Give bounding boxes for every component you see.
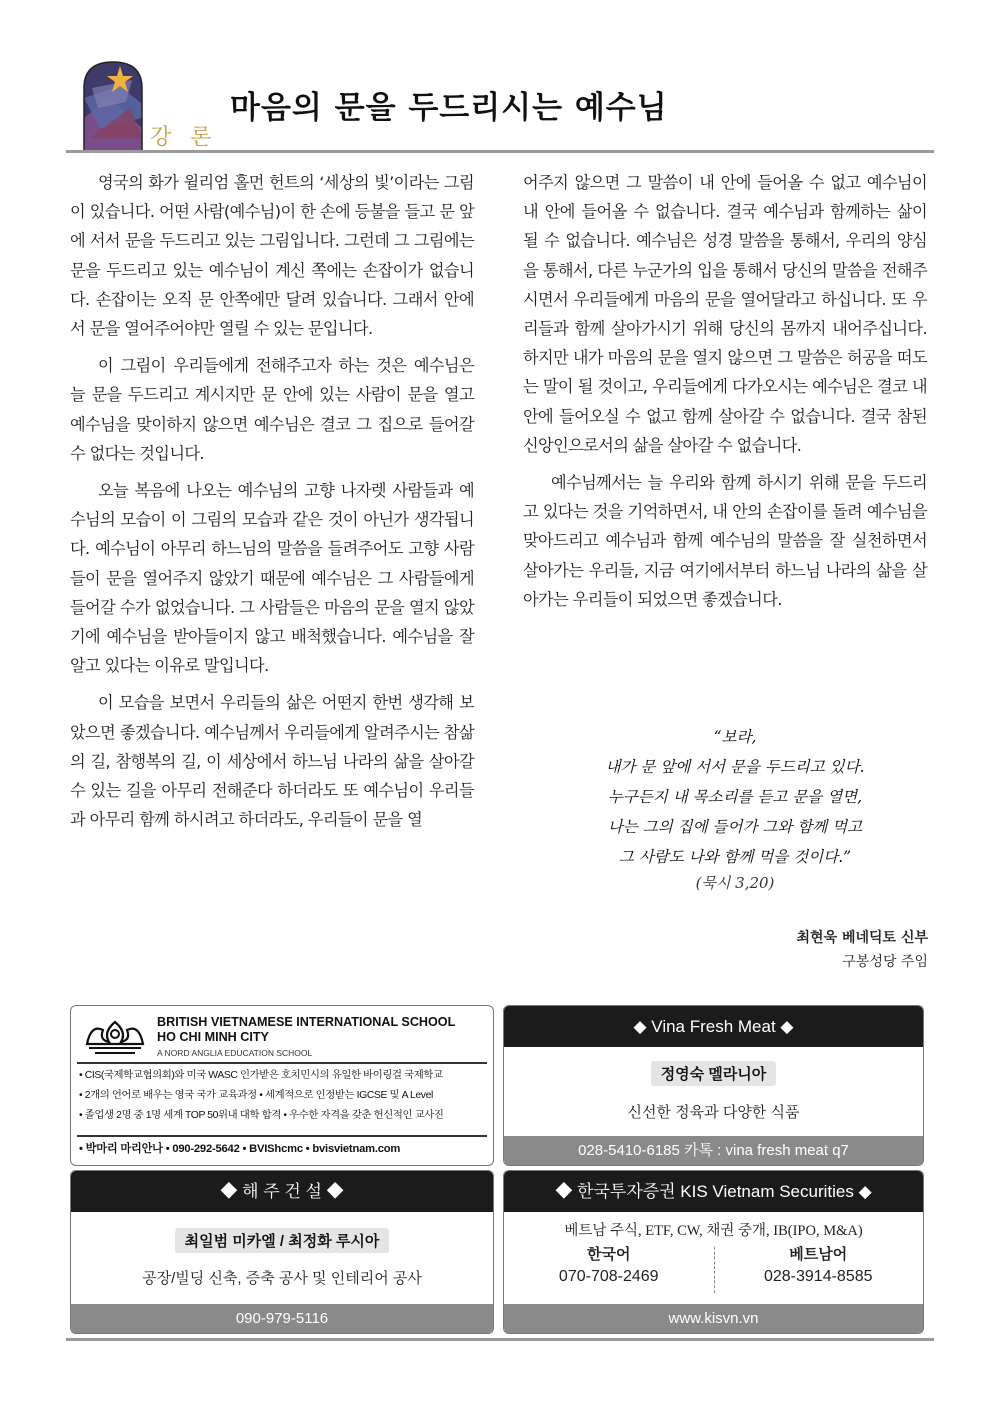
author-block (797, 926, 928, 974)
crown-emblem-icon (81, 1014, 149, 1056)
kis-title: ◆ 한국투자증권 KIS Vietnam Securities ◆ (504, 1171, 923, 1212)
kis-label: 베트남어 (789, 1246, 848, 1263)
vina-person-wrap (504, 1061, 923, 1086)
article-column-left (70, 168, 474, 842)
kis-contact-korean (504, 1243, 714, 1286)
bvis-subtitle: A NORD ANGLIA EDUCATION SCHOOL (157, 1048, 313, 1058)
haeju-title: ◆ 해 주 건 설 ◆ (71, 1171, 493, 1212)
bvis-school-name (157, 1015, 455, 1045)
page-title: 마음의 문을 두드리시는 예수님 (230, 90, 668, 126)
bvis-contact: • 박마리 마리안나 • 090-292-5642 • BVIShcmc • bvisvietnam.com (79, 1143, 401, 1155)
top-divider (66, 150, 934, 153)
ad-vina-fresh-meat[interactable] (503, 1005, 924, 1166)
paragraph: 어주지 않으면 그 말씀이 내 안에 들어올 수 없고 예수님이 내 안에 들어올 수 없습니다. 결국 예수님과 함께하는 삶이 될 수 없습니다. 예수님은 성경 말씀을 통해서, 우리의 양심을 통해서, 다른 누군가의 입을 통해서 당신의 말씀을 전해주시면서 우리들에게 마음의 문을 열어달라고 하십니다. 또 우리들과 함께 살아가시기 위해 당신의 몸까지 내어주십니다. 하지만 내가 마음의 문을 열지 않으면 그 말씀은 허공을 떠도는 말이 될 것이고, 우리들에게 다가오시는 예수님은 결코 내 안에 들어오실 수 없고 함께 살아갈 수 없습니다. 결국 참된 신앙인으로서의 삶을 살아갈 수 없습니다. (523, 173, 927, 455)
author-role: 구봉성당 주임 (842, 954, 928, 970)
quote-line: 나는 그의 집에 들어가 그와 함께 먹고 (607, 818, 863, 836)
kis-phone: 028-3914-8585 (763, 1268, 873, 1285)
header (66, 58, 934, 154)
divider (77, 1062, 487, 1064)
quote-line: “보라, (713, 728, 757, 746)
haeju-person-wrap (71, 1228, 493, 1253)
scripture-quote (540, 722, 930, 872)
quote-line: 누구든지 내 목소리를 듣고 문을 열면, (607, 788, 863, 806)
author-name: 최현욱 베네딕토 신부 (796, 930, 928, 946)
stained-glass-logo-icon (80, 58, 146, 150)
bvis-feature: • 2개의 언어로 배우는 영국 국가 교육과정 • 세계적으로 인정받는 IGCSE 및 A Level (79, 1090, 433, 1101)
ad-kis-securities[interactable] (503, 1170, 924, 1334)
bvis-features (79, 1066, 487, 1126)
bvis-feature: • 졸업생 2명 중 1명 세계 TOP 50위내 대학 합격 • 우수한 자격을 갖춘 헌신적인 교사진 (79, 1110, 444, 1121)
bottom-divider (66, 1338, 934, 1341)
section-label: 강 론 (150, 125, 218, 150)
article-column-right (523, 168, 927, 622)
vina-title: ◆ Vina Fresh Meat ◆ (504, 1006, 923, 1047)
haeju-phone: 090-979-5116 (71, 1304, 493, 1333)
vina-contact: 028-5410-6185 카톡 : vina fresh meat q7 (504, 1136, 923, 1165)
paragraph: 영국의 화가 윌리엄 홀먼 헌트의 ‘세상의 빛’이라는 그림이 있습니다. 어떤 사람(예수님)이 한 손에 등불을 들고 문 앞에 서서 문을 두드리고 있는 그림입니다. 그런데 그 그림에는 문을 두드리고 있는 예수님이 계신 쪽에는 손잡이가 없습니다. 손잡이는 오직 문 안쪽에만 달려 있습니다. 그래서 안에서 문을 열어주어야만 열릴 수 있는 문입니다. (70, 173, 474, 339)
vina-description: 신선한 정육과 다양한 식품 (627, 1104, 800, 1121)
paragraph: 예수님께서는 늘 우리와 함께 하시기 위해 문을 두드리고 있다는 것을 기억하면서, 내 안의 손잡이를 돌려 예수님을 맞아드리고 예수님과 함께 예수님의 말씀을 잘 실천하면서 살아가는 우리들, 지금 여기에서부터 하느님 나라의 삶을 살아가는 우리들이 되었으면 좋겠습니다. (523, 473, 927, 609)
quote-reference: (묵시 3,20) (695, 874, 775, 892)
bvis-name-line2: HO CHI MINH CITY (157, 1030, 269, 1044)
vina-person: 정영숙 멜라니아 (651, 1061, 777, 1086)
paragraph: 이 모습을 보면서 우리들의 삶은 어떤지 한번 생각해 보았으면 좋겠습니다. 예수님께서 우리들에게 알려주시는 참삶의 길, 참행복의 길, 이 세상에서 하느님 나라의 삶을 살아갈 수 있는 길을 아무리 전해준다 하더라도 또 예수님이 우리들과 아무리 함께 하시려고 하더라도, 우리들이 문을 열 (70, 693, 474, 830)
paragraph: 오늘 복음에 나오는 예수님의 고향 나자렛 사람들과 예수님의 모습이 이 그림의 모습과 같은 것이 아닌가 생각됩니다. 예수님이 아무리 하느님의 말씀을 들려주어도 고향 사람들이 문을 열어주지 않았기 때문에 예수님은 그 사람들에게 들어갈 수가 없었습니다. 그 사람들은 마음의 문을 열지 않았기에 예수님을 받아들이지 않고 배척했습니다. 예수님을 잘 알고 있다는 이유로 말입니다. (70, 481, 474, 676)
bvis-name-line1: BRITISH VIETNAMESE INTERNATIONAL SCHOOL (157, 1015, 456, 1029)
quote-line: 그 사람도 나와 함께 먹을 것이다.” (618, 848, 852, 866)
kis-phone: 070-708-2469 (558, 1268, 659, 1285)
divider (77, 1135, 487, 1137)
kis-description: 베트남 주식, ETF, CW, 채권 중개, IB(IPO, M&A) (564, 1223, 863, 1239)
bvis-feature: • CIS(국제학교협의회)와 미국 WASC 인가받은 호치민시의 유일한 바이링걸 국제학교 (79, 1070, 443, 1081)
quote-line: 내가 문 앞에 서서 문을 두드리고 있다. (605, 758, 865, 776)
ad-haeju-construction[interactable] (70, 1170, 494, 1334)
haeju-person: 최일범 미카엘 / 최정화 루시아 (175, 1228, 390, 1253)
kis-label: 한국어 (587, 1246, 631, 1263)
paragraph: 이 그림이 우리들에게 전해주고자 하는 것은 예수님은 늘 문을 두드리고 계시지만 문 안에 있는 사람이 문을 열고 예수님을 맞이하지 않으면 예수님은 결코 그 집으로 들어갈 수 없다는 것입니다. (70, 356, 474, 463)
kis-website[interactable]: www.kisvn.vn (504, 1304, 923, 1333)
kis-contact-vietnamese (714, 1243, 924, 1286)
ad-bvis[interactable] (70, 1005, 494, 1166)
bvis-header (81, 1012, 485, 1058)
haeju-description: 공장/빌딩 신축, 증축 공사 및 인테리어 공사 (142, 1270, 422, 1287)
kis-contacts (504, 1243, 923, 1293)
